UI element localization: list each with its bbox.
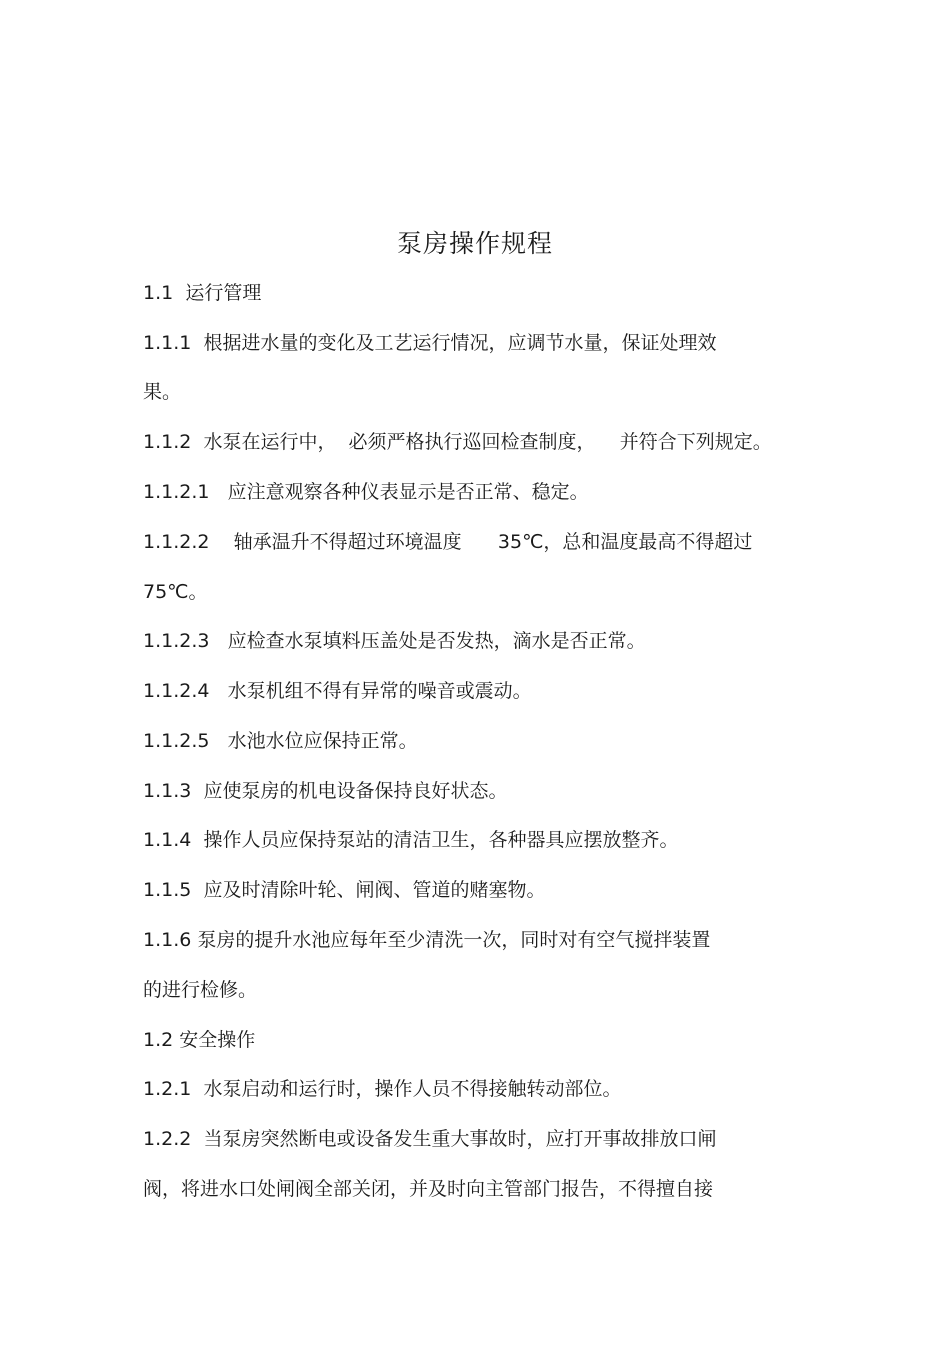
- line-text: 水池水位应保持正常。: [227, 730, 418, 752]
- line-number: 1.2.2: [143, 1128, 192, 1150]
- paragraph-line: [143, 379, 181, 405]
- paragraph-line: [143, 678, 532, 704]
- section-heading: [143, 280, 261, 306]
- line-text: 75℃。: [143, 581, 208, 603]
- line-text: 轴承温升不得超过环境温度 35℃，总和温度最高不得超过: [227, 531, 753, 553]
- line-number: 1.2.1: [143, 1078, 192, 1100]
- line-text: 应注意观察各种仪表显示是否正常、稳定。: [227, 481, 589, 503]
- line-text: 果。: [143, 381, 182, 403]
- line-text: 水泵在运行中， 必须严格执行巡回检查制度， 并符合下列规定。: [203, 431, 772, 453]
- line-text: 的进行检修。: [143, 979, 258, 1001]
- paragraph-line: [143, 927, 710, 953]
- paragraph-line: [143, 728, 418, 754]
- section-heading: [143, 1027, 255, 1053]
- line-number: 1.1.3: [143, 780, 192, 802]
- paragraph-line: [143, 628, 646, 654]
- paragraph-line: [143, 778, 507, 804]
- document-title: 泵房操作规程: [396, 229, 553, 258]
- paragraph-line: [143, 479, 589, 505]
- line-text: 应检查水泵填料压盖处是否发热，滴水是否正常。: [227, 630, 646, 652]
- line-text: 阀，将进水口处闸阀全部关闭，并及时向主管部门报告，不得擅自接: [143, 1178, 714, 1200]
- line-number: 1.1.2.5: [143, 730, 210, 752]
- line-number: 1.2: [143, 1029, 174, 1051]
- paragraph-line: [143, 1176, 713, 1202]
- line-number: 1.1.1: [143, 332, 192, 354]
- line-text: 当泵房突然断电或设备发生重大事故时，应打开事故排放口闸: [203, 1128, 717, 1150]
- line-text: 应及时清除叶轮、闸阀、管道的赌塞物。: [203, 879, 546, 901]
- line-text: 泵房的提升水池应每年至少清洗一次，同时对有空气搅拌装置: [197, 929, 711, 951]
- line-text: 水泵启动和运行时，操作人员不得接触转动部位。: [203, 1078, 622, 1100]
- paragraph-line: [143, 977, 257, 1003]
- line-number: 1.1.5: [143, 879, 192, 901]
- paragraph-line: [143, 1076, 621, 1102]
- line-number: 1.1.2.1: [143, 481, 210, 503]
- line-number: 1.1.6: [143, 929, 192, 951]
- line-number: 1.1.2.2: [143, 531, 210, 553]
- paragraph-line: [143, 529, 752, 555]
- line-number: 1.1: [143, 282, 174, 304]
- line-text: 根据进水量的变化及工艺运行情况，应调节水量，保证处理效: [203, 332, 717, 354]
- line-text: 操作人员应保持泵站的清洁卫生，各种器具应摆放整齐。: [203, 829, 679, 851]
- line-text: 应使泵房的机电设备保持良好状态。: [203, 780, 508, 802]
- paragraph-line: [143, 579, 208, 605]
- line-number: 1.1.2.3: [143, 630, 210, 652]
- paragraph-line: [143, 1126, 716, 1152]
- paragraph-line: [143, 429, 772, 455]
- paragraph-line: [143, 877, 545, 903]
- line-number: 1.1.2: [143, 431, 192, 453]
- paragraph-line: [143, 827, 678, 853]
- line-text: 安全操作: [179, 1029, 256, 1051]
- line-text: 运行管理: [185, 282, 262, 304]
- line-number: 1.1.2.4: [143, 680, 210, 702]
- line-text: 水泵机组不得有异常的噪音或震动。: [227, 680, 532, 702]
- line-number: 1.1.4: [143, 829, 192, 851]
- paragraph-line: [143, 330, 716, 356]
